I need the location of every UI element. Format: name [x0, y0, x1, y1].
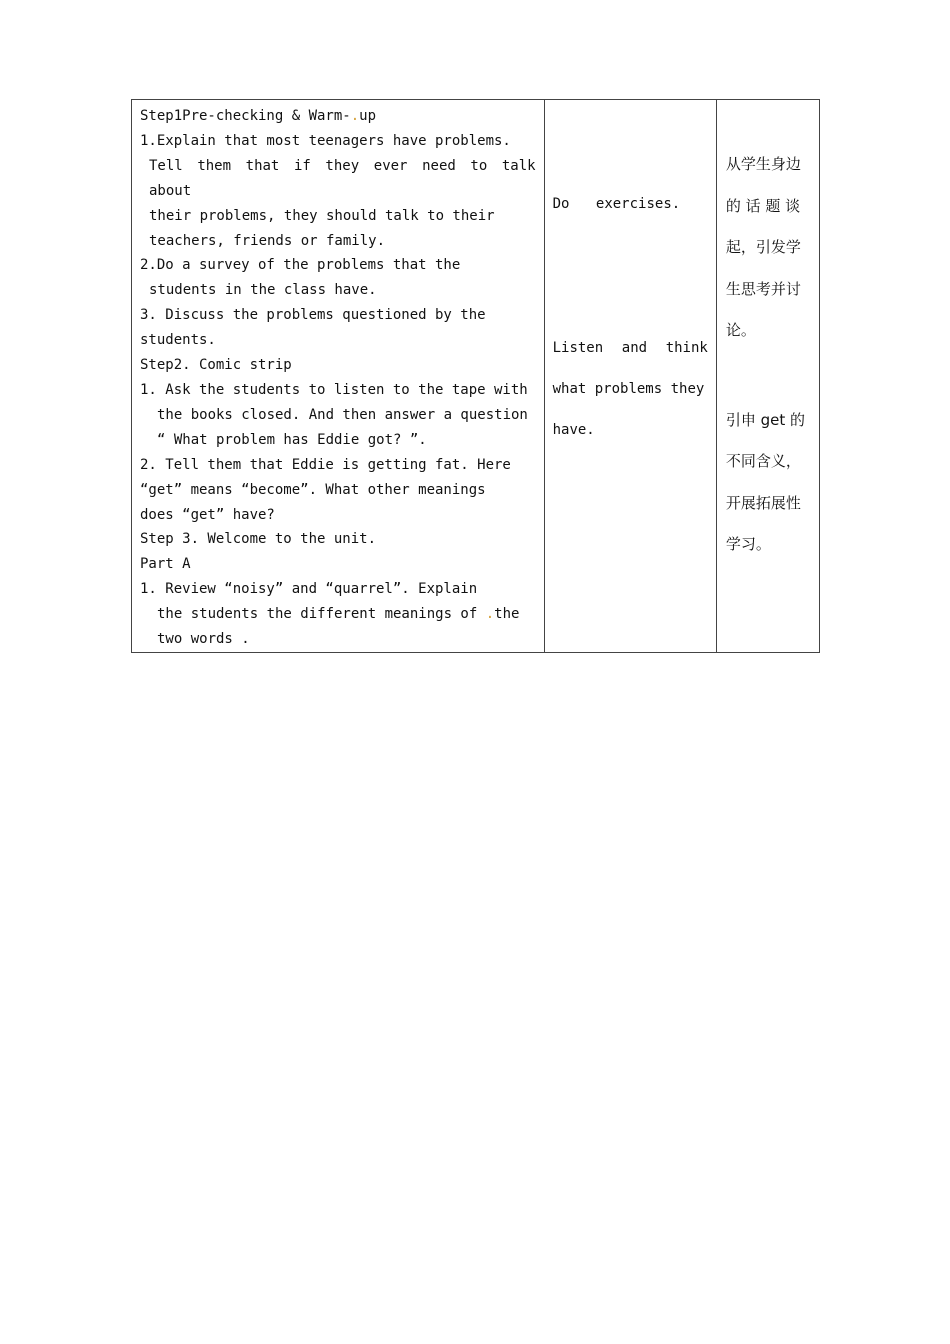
student-activities-cell — [544, 100, 716, 653]
step1-item1-line3: their problems, they should talk to their — [149, 207, 495, 224]
part-a-title: Part A — [140, 556, 191, 573]
step2-item2-line1: 2. Tell them that Eddie is getting fat. Here — [140, 456, 511, 473]
activity-line: what problems they — [552, 381, 705, 397]
step1-title: Step1Pre-checking & Warm-.up — [140, 108, 377, 124]
step2-item1-line2: the books closed. And then answer a question — [157, 406, 528, 423]
step2-item2-line2: “get” means “become”. What other meanings — [140, 481, 486, 498]
step1-item3-line1: 3. Discuss the problems questioned by the — [140, 307, 486, 324]
step1-item1-line1: 1.Explain that most teenagers have problems. — [140, 132, 511, 149]
step2-item1-line3: “ What problem has Eddie got? ”. — [157, 431, 427, 448]
step1-item2-line2: students in the class have. — [149, 282, 377, 299]
step1-item1-line2: Tell them that if they ever need to talk about — [149, 157, 536, 199]
intent-note-2: 引申 get 的 不同含义， 开展拓展性 学习。 — [725, 410, 806, 553]
intent-note-1: 从学生身边 的 话 题 谈 起，引发学 生思考并讨 论。 — [725, 155, 801, 339]
step3-title: Step 3. Welcome to the unit. — [140, 531, 377, 548]
step1-item3-line2: students. — [140, 332, 216, 349]
part-a-item1-line1: 1. Review “noisy” and “quarrel”. Explain — [140, 581, 478, 598]
activity-do-exercises: Do exercises. — [552, 196, 681, 212]
step2-item2-line3: does “get” have? — [140, 506, 275, 523]
design-intent-cell — [716, 100, 819, 653]
part-a-item1-line2: the students the different meanings of .the — [157, 606, 520, 623]
step1-item1-line4: teachers, friends or family. — [149, 232, 386, 249]
part-a-item1-line3: two words . — [157, 631, 250, 648]
activity-listen-think — [553, 328, 708, 451]
activity-line: have. — [552, 422, 595, 438]
stray-dot-mark: . — [350, 108, 360, 124]
table-row — [132, 100, 820, 653]
teacher-activities-cell — [132, 100, 545, 653]
step2-title: Step2. Comic strip — [140, 357, 292, 374]
activity-line: Listen and think — [552, 340, 708, 356]
lesson-plan-table — [131, 99, 820, 653]
step1-item2-line1: 2.Do a survey of the problems that the — [140, 257, 461, 274]
stray-dot-mark: . — [485, 606, 495, 623]
step2-item1-line1: 1. Ask the students to listen to the tape with — [140, 381, 528, 398]
